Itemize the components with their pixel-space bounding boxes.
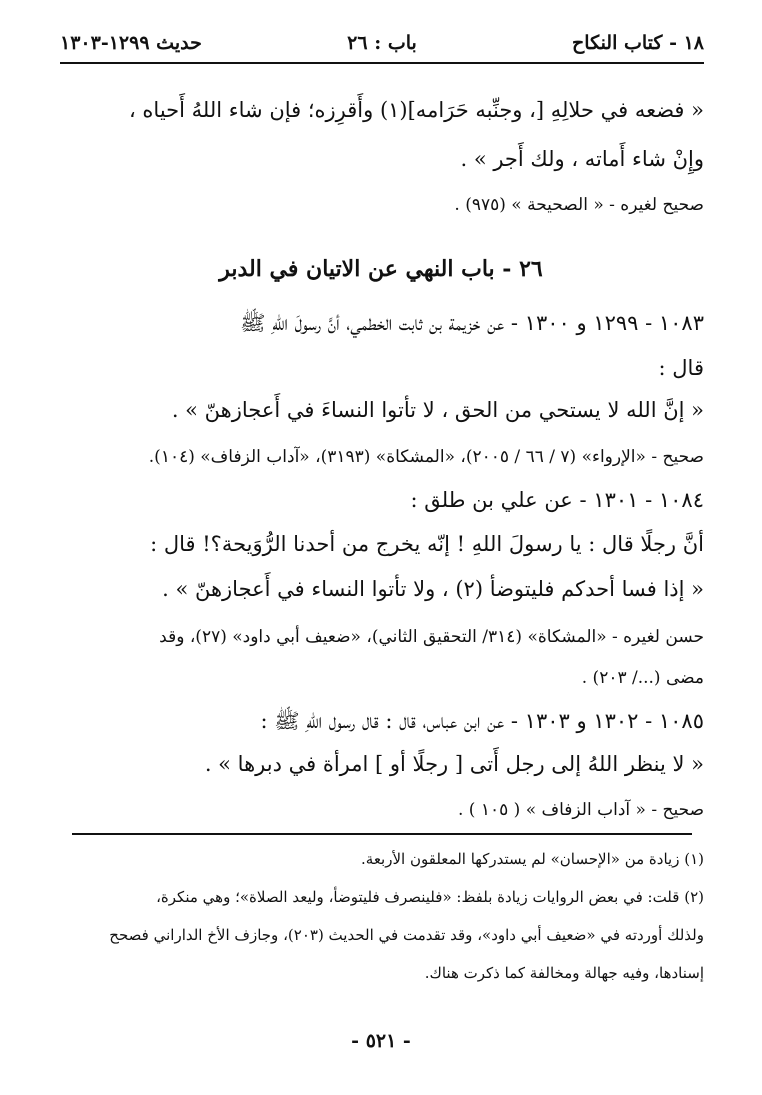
grading-line: صحيح - « آداب الزفاف » ( ١٠٥ ) . (458, 800, 704, 820)
footnote: ولذلك أوردته في «ضعيف أبي داود»، وقد تقدمت في الحديث (٢٠٣)، وجازف الأخ الداراني فصحح (109, 926, 704, 944)
footnote: إسنادها، وفيه جهالة ومخالفة كما ذكرت هناك. (424, 964, 704, 982)
grading-line: صحيح - «الإرواء» (٧ / ٦٦ / ٢٠٠٥)، «المشكاة» (٣١٩٣)، «آداب الزفاف» (١٠٤). (148, 447, 704, 467)
grading-line: مضى (.../ ٢٠٣) . (581, 668, 704, 688)
grading-line: حسن لغيره - «المشكاة» (٣١٤/ التحقيق الثاني)، «ضعيف أبي داود» (٢٧)، وقد (159, 627, 704, 647)
hadith-chain: ١٠٨٥ - ١٣٠٢ و ١٣٠٣ - عن ابن عباس، قال : قال رسول اللهِ ﷺ : (260, 709, 704, 733)
hadith-text: « لا ينظر اللهُ إلى رجل أَتى [ رجلًا أو ] امرأة في دبرها » . (204, 752, 704, 776)
book-title: ١٨ - كتاب النكاح (572, 32, 704, 54)
hadith-text: « إنَّ الله لا يستحي من الحق ، لا تأتوا النساءَ في أَعجازهنّ » . (171, 398, 704, 422)
text-line: قال : (658, 356, 704, 380)
footnote: (١) زيادة من «الإحسان» لم يستدركها المعلقون الأربعة. (361, 850, 704, 868)
chapter-label: باب : ٢٦ (347, 32, 417, 54)
text-line: « فضعه في حلالِهِ [، وجنِّبه حَرَامه](١) وأَقرِزه؛ فإن شاء اللهُ أَحياه ، (128, 98, 704, 122)
footnote-separator (72, 833, 692, 835)
grading-line: صحيح لغيره - « الصحيحة » (٩٧٥) . (454, 195, 704, 215)
chapter-heading: ٢٦ - باب النهي عن الاتيان في الدبر (219, 256, 543, 282)
hadith-text: « إذا فسا أحدكم فليتوضأ (٢) ، ولا تأتوا النساء في أَعجازهنّ » . (162, 577, 704, 601)
hadith-text: أنَّ رجلًا قال : يا رسولَ اللهِ ! إنّه يخرج من أحدنا الرُّوَيحة؟! قال : (150, 532, 704, 556)
footnote: (٢) قلت: في بعض الروايات زيادة بلفظ: «فلينصرف فليتوضأ، وليعد الصلاة»؛ وهي منكرة، (156, 888, 704, 906)
hadith-range: حديث ١٢٩٩-١٣٠٣ (60, 32, 202, 54)
hadith-chain: ١٠٨٣ - ١٢٩٩ و ١٣٠٠ - عن خزيمة بن ثابت الخطمي، أنَّ رسولَ اللهِ ﷺ (240, 311, 704, 335)
page-number: - ٥٢١ - (351, 1030, 411, 1052)
running-header (60, 28, 704, 64)
text-line: وإِنْ شاء أَماته ، ولك أَجر » . (460, 147, 704, 171)
hadith-chain: ١٠٨٤ - ١٣٠١ - عن علي بن طلق : (410, 488, 704, 512)
